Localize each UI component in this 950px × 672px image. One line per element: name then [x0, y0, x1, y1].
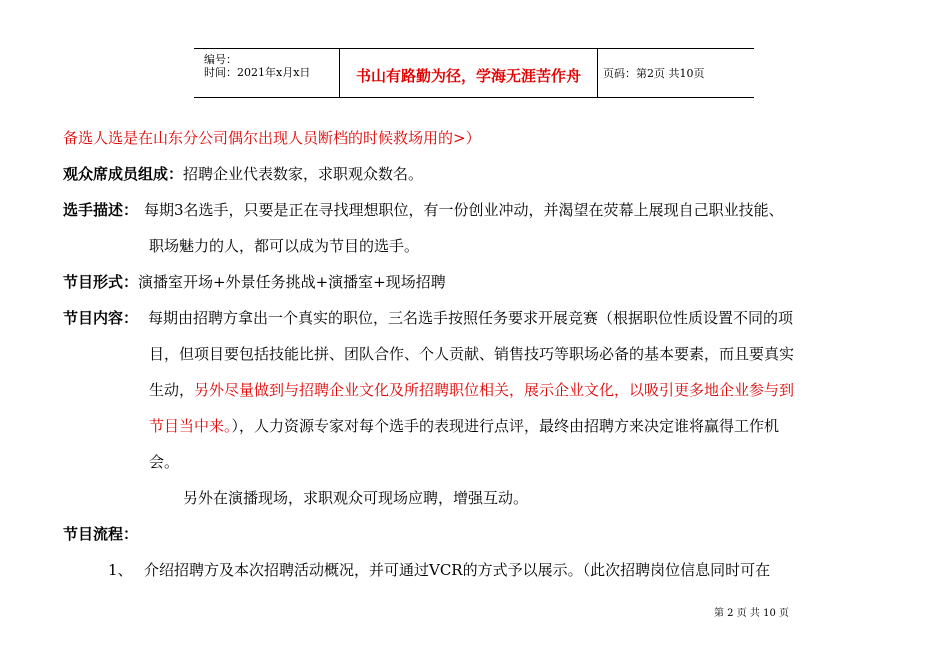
content-text-2: 目，但项目要包括技能比拼、团队合作、个人贡献、销售技巧等职场必备的基本要素，而且要真实: [149, 345, 795, 363]
content-line-1: [63, 308, 793, 328]
header-motto: 书山有路勤为径，学海无涯苦作舟: [355, 67, 581, 85]
content-text-4b: ），人力资源专家对每个选手的表现进行点评，最终由招聘方来决定谁将赢得工作机: [231, 417, 780, 435]
note-red: 备选人选是在山东分公司偶尔出现人员断档的时候救场用的>）: [63, 129, 481, 147]
audience-label: 观众席成员组成：: [63, 165, 184, 183]
contestant-text-1: 每期3名选手，只要是正在寻找理想职位，有一份创业冲动，并渴望在荧幕上展现自己职业技能、: [144, 201, 784, 219]
content-text-3a: 生动，: [149, 381, 195, 399]
header-table: [194, 48, 754, 98]
content-label: 节目内容：: [63, 309, 139, 327]
contestant-label: 选手描述：: [63, 201, 139, 219]
content-text-3b: 另外尽量做到与招聘企业文化及所招聘职位相关，展示企业文化，以吸引更多地企业参与到: [194, 381, 795, 399]
format-line: [63, 272, 446, 292]
content-text-1: 每期由招聘方拿出一个真实的职位，三名选手按照任务要求开展竞赛（根据职位性质设置不同的项: [148, 309, 794, 327]
flow-label: 节目流程：: [63, 525, 139, 543]
format-label: 节目形式：: [63, 273, 139, 291]
format-text: 演播室开场+外景任务挑战+演播室+现场招聘: [138, 273, 446, 291]
content-text-4a: 节目当中来。: [149, 417, 232, 435]
audience-line: [63, 164, 423, 184]
contestant-line: [63, 200, 784, 220]
page-code: 页码：第2页 共10页: [603, 67, 705, 80]
time-label: 时间：2021年x月x日: [204, 66, 311, 79]
flow-item-text: 介绍招聘方及本次招聘活动概况，并可通过VCR的方式予以展示。（此次招聘岗位信息同时可在: [144, 561, 771, 579]
number-label: 编号：: [204, 53, 237, 66]
content-line-3: [149, 380, 794, 400]
header-motto-cell: [339, 49, 598, 97]
page-footer: 第 2 页 共 10 页: [714, 608, 789, 619]
header-right-cell: [597, 49, 754, 97]
header-left-cell: [194, 49, 339, 97]
content-text-5: 会。: [149, 453, 180, 471]
content-line-4: [149, 416, 779, 436]
contestant-text-2: 职场魅力的人，都可以成为节目的选手。: [149, 237, 420, 255]
audience-text: 招聘企业代表数家，求职观众数名。: [183, 165, 424, 183]
extra-text: 另外在演播现场，求职观众可现场应聘，增强互动。: [183, 489, 529, 507]
flow-item-number: 1、: [108, 561, 133, 579]
